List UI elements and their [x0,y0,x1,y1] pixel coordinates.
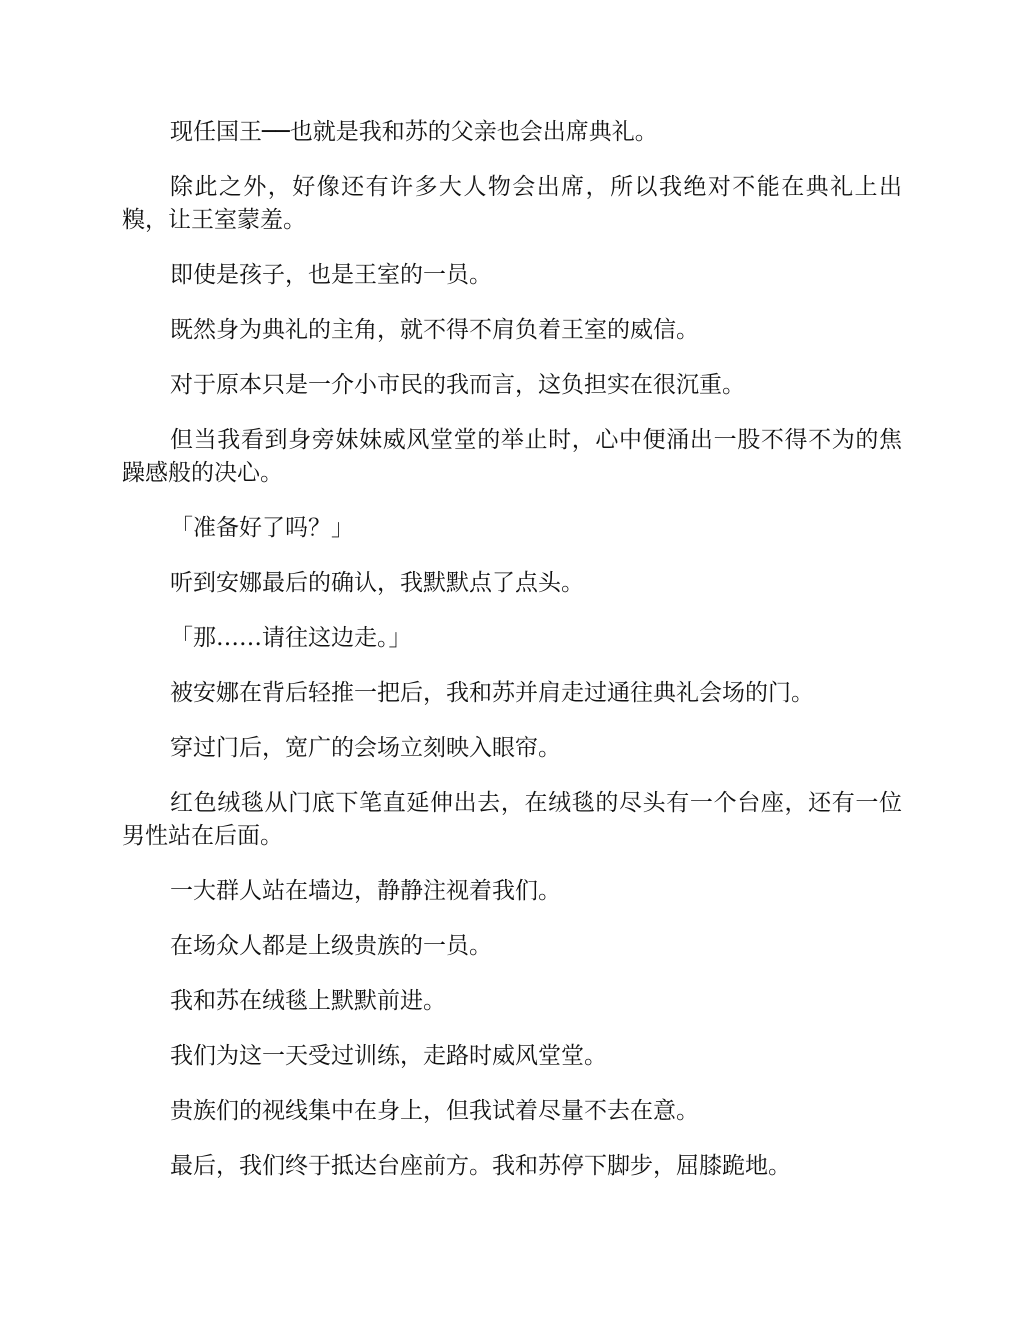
paragraph: 现任国王──也就是我和苏的父亲也会出席典礼。 [170,119,658,145]
paragraph: 听到安娜最后的确认，我默默点了点头。 [170,570,584,596]
paragraph: 但当我看到身旁妹妹威风堂堂的举止时，心中便涌出一股不得不为的焦躁感般的决心。 [122,427,902,486]
paragraph: 对于原本只是一介小市民的我而言，这负担实在很沉重。 [170,372,745,398]
paragraph: 贵族们的视线集中在身上，但我试着尽量不去在意。 [170,1098,699,1124]
paragraph: 红色绒毯从门底下笔直延伸出去，在绒毯的尽头有一个台座，还有一位男性站在后面。 [122,790,902,849]
paragraph: 穿过门后，宽广的会场立刻映入眼帘。 [170,735,561,761]
paragraph: 我和苏在绒毯上默默前进。 [170,988,446,1014]
paragraph: 即使是孩子，也是王室的一员。 [170,262,492,288]
paragraph: 除此之外，好像还有许多大人物会出席，所以我绝对不能在典礼上出糗，让王室蒙羞。 [122,174,902,233]
paragraph: 一大群人站在墙边，静静注视着我们。 [170,878,561,904]
paragraph: 我们为这一天受过训练，走路时威风堂堂。 [170,1043,607,1069]
paragraph: 被安娜在背后轻推一把后，我和苏并肩走过通往典礼会场的门。 [170,680,814,706]
paragraph: 最后，我们终于抵达台座前方。我和苏停下脚步，屈膝跪地。 [170,1153,791,1179]
paragraph: 在场众人都是上级贵族的一员。 [170,933,492,959]
dialogue-paragraph: 「准备好了吗？」 [170,515,354,541]
dialogue-paragraph: 「那……请往这边走。」 [170,625,412,651]
document-page [122,116,902,1205]
paragraph: 既然身为典礼的主角，就不得不肩负着王室的威信。 [170,317,699,343]
